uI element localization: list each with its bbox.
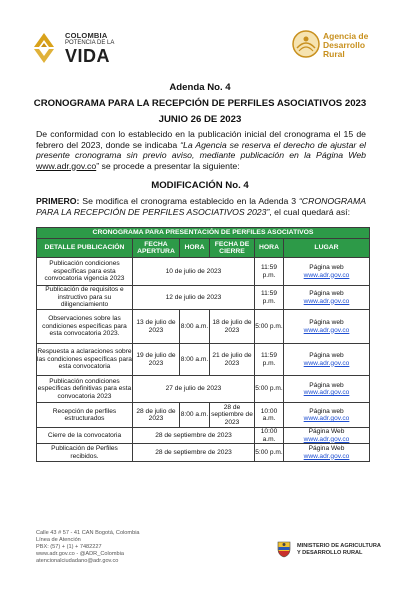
row-place xyxy=(284,286,370,310)
table-row xyxy=(37,444,370,462)
place-label: Página Web xyxy=(308,428,345,436)
footer-email[interactable]: atencionalciudadano@adr.gov.co xyxy=(36,558,119,564)
row-date: 12 de julio de 2023 xyxy=(133,286,255,310)
header-fecha-apertura: FECHA APERTURA xyxy=(133,239,180,258)
adr-link[interactable]: www.adr.gov.co xyxy=(303,359,350,367)
row-close-date: 21 de julio de 2023 xyxy=(210,344,255,376)
table-row xyxy=(37,344,370,376)
adr-line-3: Rural xyxy=(323,49,345,59)
adr-link[interactable]: www.adr.gov.co xyxy=(303,415,350,422)
place-label: Página web xyxy=(309,319,344,327)
footer-address-line: Línea de Atención xyxy=(36,537,81,543)
adr-seal-icon xyxy=(292,30,320,58)
colombia-coat-of-arms-icon xyxy=(276,540,292,558)
row-close-time: 5:00 p.m. xyxy=(255,444,284,462)
adr-logo xyxy=(292,28,377,68)
ministry-logo xyxy=(276,540,396,560)
primero-text: Se modifica el cronograma establecido en la Adenda 3 xyxy=(79,196,299,206)
place-label: Página web xyxy=(309,381,344,389)
row-place xyxy=(284,444,370,462)
row-detail: Observaciones sobre las condiciones específicas para esta convocatoria 2023. xyxy=(37,310,133,344)
header-hora-cierre: HORA xyxy=(255,239,284,258)
row-detail: Publicación de Perfiles recibidos. xyxy=(37,444,133,462)
row-close-time: 5:00 p.m. xyxy=(255,310,284,344)
row-date: 27 de julio de 2023 xyxy=(133,376,255,403)
table-row xyxy=(37,258,370,286)
row-detail: Publicación condiciones específicas definitivas para esta convocatoria 2023 xyxy=(37,376,133,403)
primero-end: , el cual quedará así: xyxy=(269,206,350,217)
footer-phone: PBX: (57) + (1) + 7482227 xyxy=(36,544,102,550)
place-label: Página web xyxy=(309,352,344,360)
row-place xyxy=(284,403,370,428)
header-lugar: LUGAR xyxy=(284,239,370,258)
adr-link[interactable]: www.adr.gov.co xyxy=(303,271,350,279)
footer-address xyxy=(36,530,140,565)
adr-link[interactable]: www.adr.gov.co xyxy=(303,297,350,305)
row-close-date: 28 de septiembre de 2023 xyxy=(211,403,253,426)
row-detail: Cierre de la convocatoria xyxy=(37,428,133,444)
header-detalle: DETALLE PUBLICACIÓN xyxy=(37,239,133,258)
row-date: 10 de julio de 2023 xyxy=(133,258,255,286)
intro-quote: “La Agencia se reserva el derecho de ajustar el presente cronograma sin previo aviso, mediante publicación en la Página Web xyxy=(36,139,366,160)
row-place xyxy=(284,258,370,286)
primero-label: PRIMERO: xyxy=(36,196,80,206)
modification-title: MODIFICACIÓN No. 4 xyxy=(151,180,249,191)
logo-line-colombia: COLOMBIA xyxy=(65,31,108,40)
schedule-banner: CRONOGRAMA PARA PRESENTACIÓN DE PERFILES ASOCIATIVOS xyxy=(37,228,370,239)
footer-web[interactable]: www.adr.gov.co - @ADR_Colombia xyxy=(36,551,124,557)
row-open-time: 8:00 a.m. xyxy=(180,310,210,344)
document-subtitle: CRONOGRAMA PARA LA RECEPCIÓN DE PERFILES ASOCIATIVOS 2023 xyxy=(33,98,367,109)
row-place xyxy=(284,310,370,344)
row-open-date: 28 de julio de 2023 xyxy=(133,403,180,428)
footer-address-line: Calle 43 # 57 - 41 CAN Bogotá, Colombia xyxy=(36,530,140,536)
adr-link[interactable]: www.adr.gov.co xyxy=(303,326,350,334)
place-label: Página web xyxy=(309,264,344,272)
header-hora-apertura: HORA xyxy=(180,239,210,258)
row-close-time: 11:59 p.m. xyxy=(255,258,284,286)
row-place xyxy=(284,376,370,403)
row-close-time: 10:00 a.m. xyxy=(255,403,284,428)
table-row xyxy=(37,376,370,403)
adr-line-1: Agencia de xyxy=(323,31,369,41)
adr-link[interactable]: www.adr.gov.co xyxy=(303,435,350,443)
table-row xyxy=(37,310,370,344)
row-close-time: 11:59 p.m. xyxy=(255,286,284,310)
row-open-time: 8:00 a.m. xyxy=(180,344,210,376)
row-detail: Publicación condiciones específicas para esta convocatoria vigencia 2023 xyxy=(37,258,133,286)
schedule-header-row xyxy=(37,239,370,258)
logo-line-vida: VIDA xyxy=(65,46,111,66)
page-header xyxy=(0,0,400,80)
colombia-logo-mark-icon xyxy=(32,31,60,65)
row-close-time: 10:00 a.m. xyxy=(255,428,284,444)
document-date: JUNIO 26 DE 2023 xyxy=(158,114,242,125)
header-fecha-cierre: FECHA DE CIERRE xyxy=(210,239,255,258)
intro-text-2: ” se procede a presentar la siguiente: xyxy=(96,160,240,171)
row-close-time: 11:59 p.m. xyxy=(255,344,284,376)
row-close-time: 5:00 p.m. xyxy=(255,376,284,403)
intro-text-1: De conformidad con lo establecido en la publicación inicial del cronograma el 15 de febrero del 2023, donde se indicaba xyxy=(36,129,366,150)
row-date: 28 de septiembre de 2023 xyxy=(133,444,255,462)
place-label: Página web xyxy=(309,290,344,298)
intro-url-link[interactable]: www.adr.gov.co xyxy=(36,160,97,171)
row-place xyxy=(284,428,370,444)
intro-paragraph xyxy=(36,129,366,171)
adr-link[interactable]: www.adr.gov.co xyxy=(303,452,350,460)
adr-line-2: Desarrollo xyxy=(323,40,366,50)
row-open-time: 8:00 a.m. xyxy=(180,403,210,428)
row-detail: Recepción de perfiles estructurados xyxy=(37,403,133,428)
place-label: Página web xyxy=(309,407,344,415)
adr-logo-text xyxy=(323,32,368,59)
colombia-potencia-de-la-vida-logo xyxy=(32,30,132,68)
primero-quote: “CRONOGRAMA PARA LA RECEPCIÓN DE PERFILES ASOCIATIVOS 2023” xyxy=(36,196,366,217)
ministry-line-2: Y DESARROLLO RURAL xyxy=(297,549,363,556)
row-open-date: 19 de julio de 2023 xyxy=(133,344,180,376)
row-place xyxy=(284,344,370,376)
adr-link[interactable]: www.adr.gov.co xyxy=(303,389,350,396)
place-label: Página Web xyxy=(308,445,345,453)
row-date: 28 de septiembre de 2023 xyxy=(133,428,255,444)
logo-line-potencia: POTENCIA DE LA xyxy=(65,40,115,46)
row-detail: Respuesta a aclaraciones sobre las condiciones específicas para esta convocatoria xyxy=(37,344,133,376)
document-title: Adenda No. 4 xyxy=(169,82,231,93)
schedule-table xyxy=(36,227,370,462)
table-row xyxy=(37,428,370,444)
table-row xyxy=(37,286,370,310)
table-row xyxy=(37,403,370,428)
row-open-date: 13 de julio de 2023 xyxy=(133,310,180,344)
row-close-date: 18 de julio de 2023 xyxy=(210,310,255,344)
ministry-text xyxy=(297,543,381,557)
ministry-line-1: MINISTERIO DE AGRICULTURA xyxy=(297,543,381,549)
row-detail: Publicación de requisitos e instructivo para su diligenciamiento xyxy=(37,286,133,310)
primero-paragraph xyxy=(36,196,366,217)
